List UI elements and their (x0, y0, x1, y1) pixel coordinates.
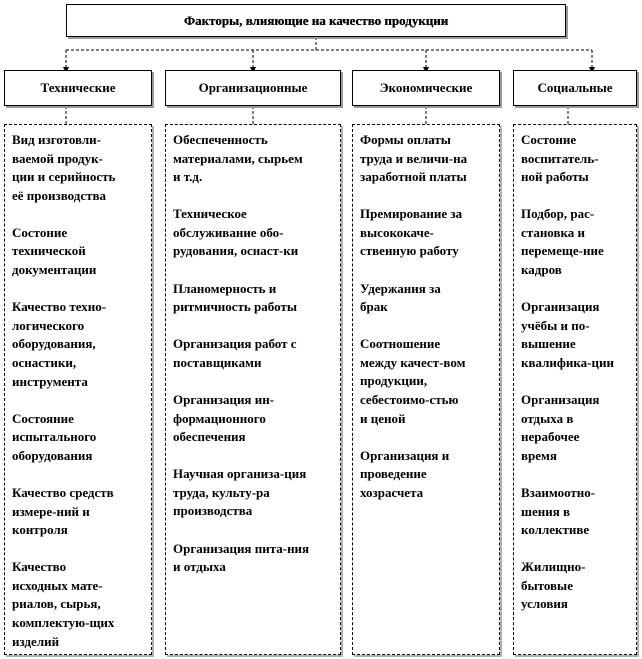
factor-item: Научная организа-ция труда, культу-ра производства (173, 466, 307, 519)
header-organizational: Организационные (165, 70, 341, 106)
factor-item: Техническое обслуживание обо- рудования, оснаст-ки (173, 206, 299, 259)
header-technical: Технические (4, 70, 152, 106)
factor-item: Жилищно- бытовые условия (521, 559, 586, 612)
column-technical (4, 124, 152, 655)
factor-item: Вид изготовли- ваемой продук- ции и серийность её производства (12, 132, 116, 203)
factor-item: Подбор, рас- становка и перемеще-ние кадров (521, 206, 604, 278)
factor-item: Организация работ с поставщиками (173, 336, 297, 370)
factor-item: Организация отдыха в нерабочее время (521, 392, 600, 463)
column-economic (352, 124, 500, 655)
factor-item: Организация ин- формационного обеспечения (173, 391, 275, 445)
factor-item: Организация и проведение хозрасчета (360, 447, 450, 500)
factor-item: Состоние воспитатель- ной работы (521, 132, 599, 185)
column-organizational (165, 124, 341, 655)
factor-item: Соотношение между качест-вом продукции, себестоимо-стью и ценой (360, 336, 466, 426)
factor-item: Состоние технической документации (12, 224, 97, 278)
header-social: Социальные (513, 70, 637, 106)
header-economic: Экономические (352, 70, 500, 106)
factor-item: Премирование за высококаче- ственную работу (360, 206, 463, 259)
column-social (513, 124, 637, 655)
factor-item: Формы оплаты труда и величи-на заработной платы (360, 132, 468, 185)
factor-item: Качество средств измере-ний и контроля (12, 484, 114, 538)
factor-item: Организация пита-ния и отдыха (173, 540, 310, 575)
factor-item: Организация учёбы и по- вышение квалифика-ции (521, 299, 614, 370)
factor-item: Состояние испытального оборудования (12, 410, 97, 463)
factor-item: Удержания за брак (360, 280, 441, 315)
factor-item: Качество техно- логического оборудования, оснастики, инструмента (12, 299, 107, 389)
factor-item: Обеспеченность материалами, сырьем и т.д. (173, 132, 303, 185)
diagram-title: Факторы, влияющие на качество продукции (66, 4, 566, 37)
factor-item: Качество исходных мате- риалов, сырья, комплектую-щих изделий (12, 559, 115, 649)
factor-item: Взаимоотно- шения в коллективе (521, 484, 596, 538)
factor-item: Планомерность и ритмичность работы (173, 280, 297, 315)
